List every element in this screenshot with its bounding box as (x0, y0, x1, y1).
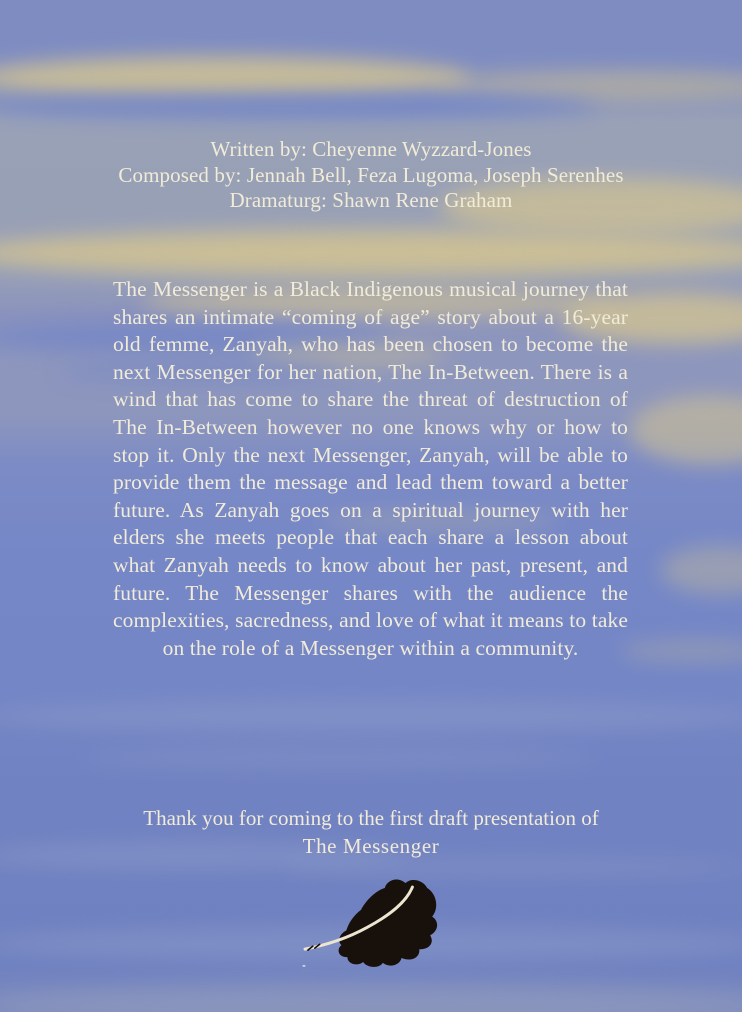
paint-speck (302, 965, 305, 967)
credits-block (0, 137, 742, 214)
composed-by-line: Composed by: Jennah Bell, Feza Lugoma, Joseph Serenhes (118, 162, 624, 187)
closing-block (0, 804, 742, 860)
written-by-line: Written by: Cheyenne Wyzzard-Jones (210, 137, 532, 161)
thank-you-line: Thank you for coming to the first draft presentation of (143, 806, 599, 830)
feather-body (339, 880, 438, 967)
synopsis-paragraph: The Messenger is a Black Indigenous musical journey that shares an intimate “coming of age” story about a 16-year old femme, Zanyah, who has been chosen to become the next Messenger for her nation, The In-Between. There is a wind that has come to share the threat of destruction of The In-Between however no one knows why or how to stop it. Only the next Messenger, Zanyah, will be able to provide them the message and lead them toward a better future. As Zanyah goes on a spiritual journey with her elders she meets people that each share a lesson about what Zanyah needs to know about her past, present, and future. The Messenger shares with the audience the complexities, sacredness, and love of what it means to take on the role of a Messenger within a community. (113, 277, 628, 660)
dramaturg-line: Dramaturg: Shawn Rene Graham (229, 188, 513, 212)
show-title: The Messenger (302, 834, 440, 858)
feather-icon (302, 878, 440, 969)
